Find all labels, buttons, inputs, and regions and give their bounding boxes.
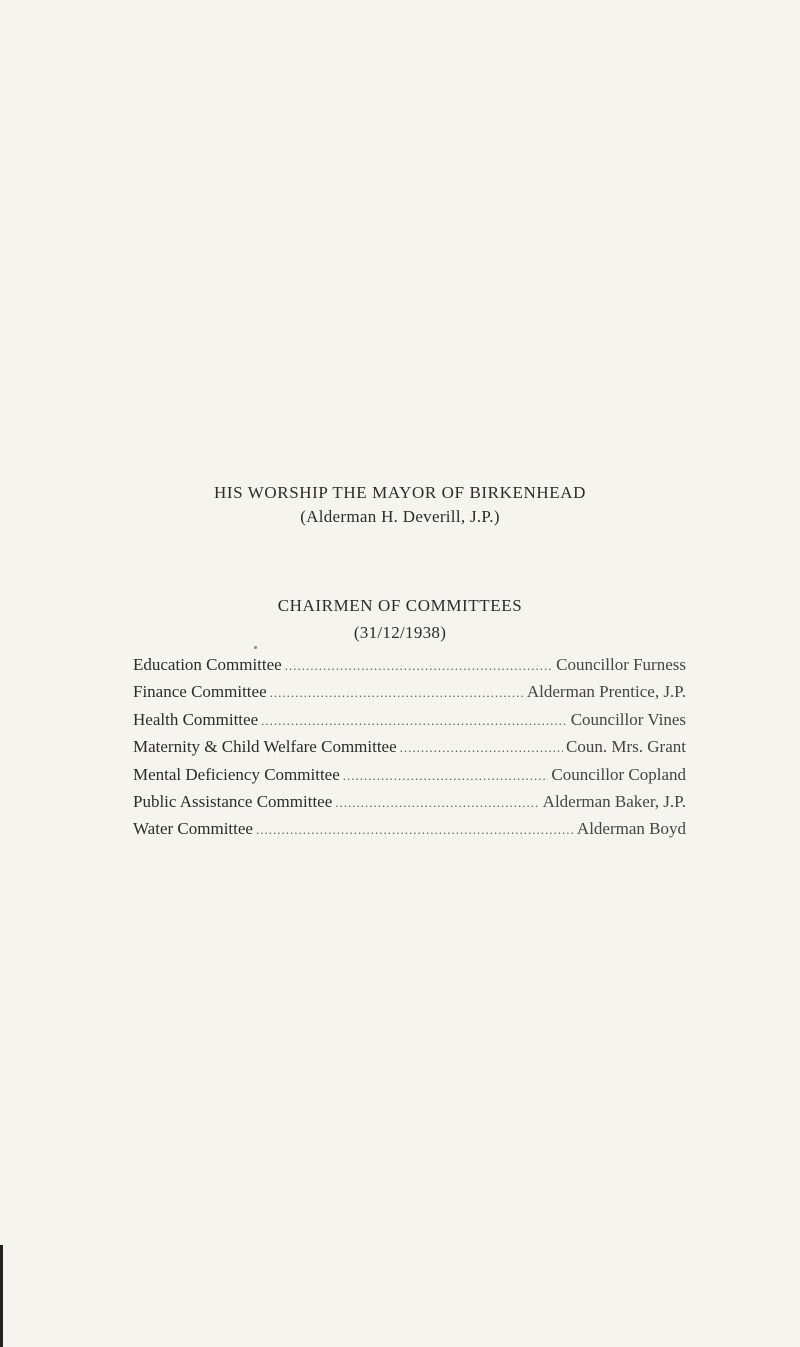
committee-chairman: Councillor Vines [570,709,686,729]
committee-row [133,819,686,846]
committee-row [133,737,686,764]
committee-chairman: Alderman Prentice, J.P. [526,682,686,702]
committee-name: Public Assistance Committee [133,791,333,811]
dot-leader [400,740,563,756]
mayor-name: (Alderman H. Deverill, J.P.) [300,507,500,526]
committee-chairman: Councillor Furness [556,655,686,674]
committee-chairman: Coun. Mrs. Grant [566,737,686,757]
committee-name: Finance Committee [133,682,267,702]
dot-leader [335,795,539,811]
stray-dot-mark [254,646,257,649]
committees-date: (31/12/1938) [353,623,447,642]
committee-row [133,792,686,819]
committees-title: CHAIRMEN OF COMMITTEES [277,596,523,615]
dot-leader [256,822,574,838]
mayor-title: HIS WORSHIP THE MAYOR OF BIRKENHEAD [214,483,586,502]
committee-name: Maternity & Child Welfare Committee [133,737,397,757]
committee-name: Water Committee [133,819,253,839]
committee-name: Health Committee [133,709,259,729]
dot-leader [270,685,524,701]
dot-leader [343,768,549,784]
committee-name: Mental Deficiency Committee [133,764,340,784]
committee-row [133,710,686,737]
dot-leader [285,658,553,674]
committee-name: Education Committee [133,655,282,674]
dot-leader [261,713,568,729]
committee-row [133,682,686,709]
committee-chairman: Councillor Copland [551,764,686,784]
committee-chairman: Alderman Baker, J.P. [542,791,686,811]
committee-list [133,655,686,847]
committee-chairman: Alderman Boyd [576,819,686,839]
committee-row [133,655,686,682]
committee-row [133,765,686,792]
binding-edge-mark [0,1245,3,1347]
